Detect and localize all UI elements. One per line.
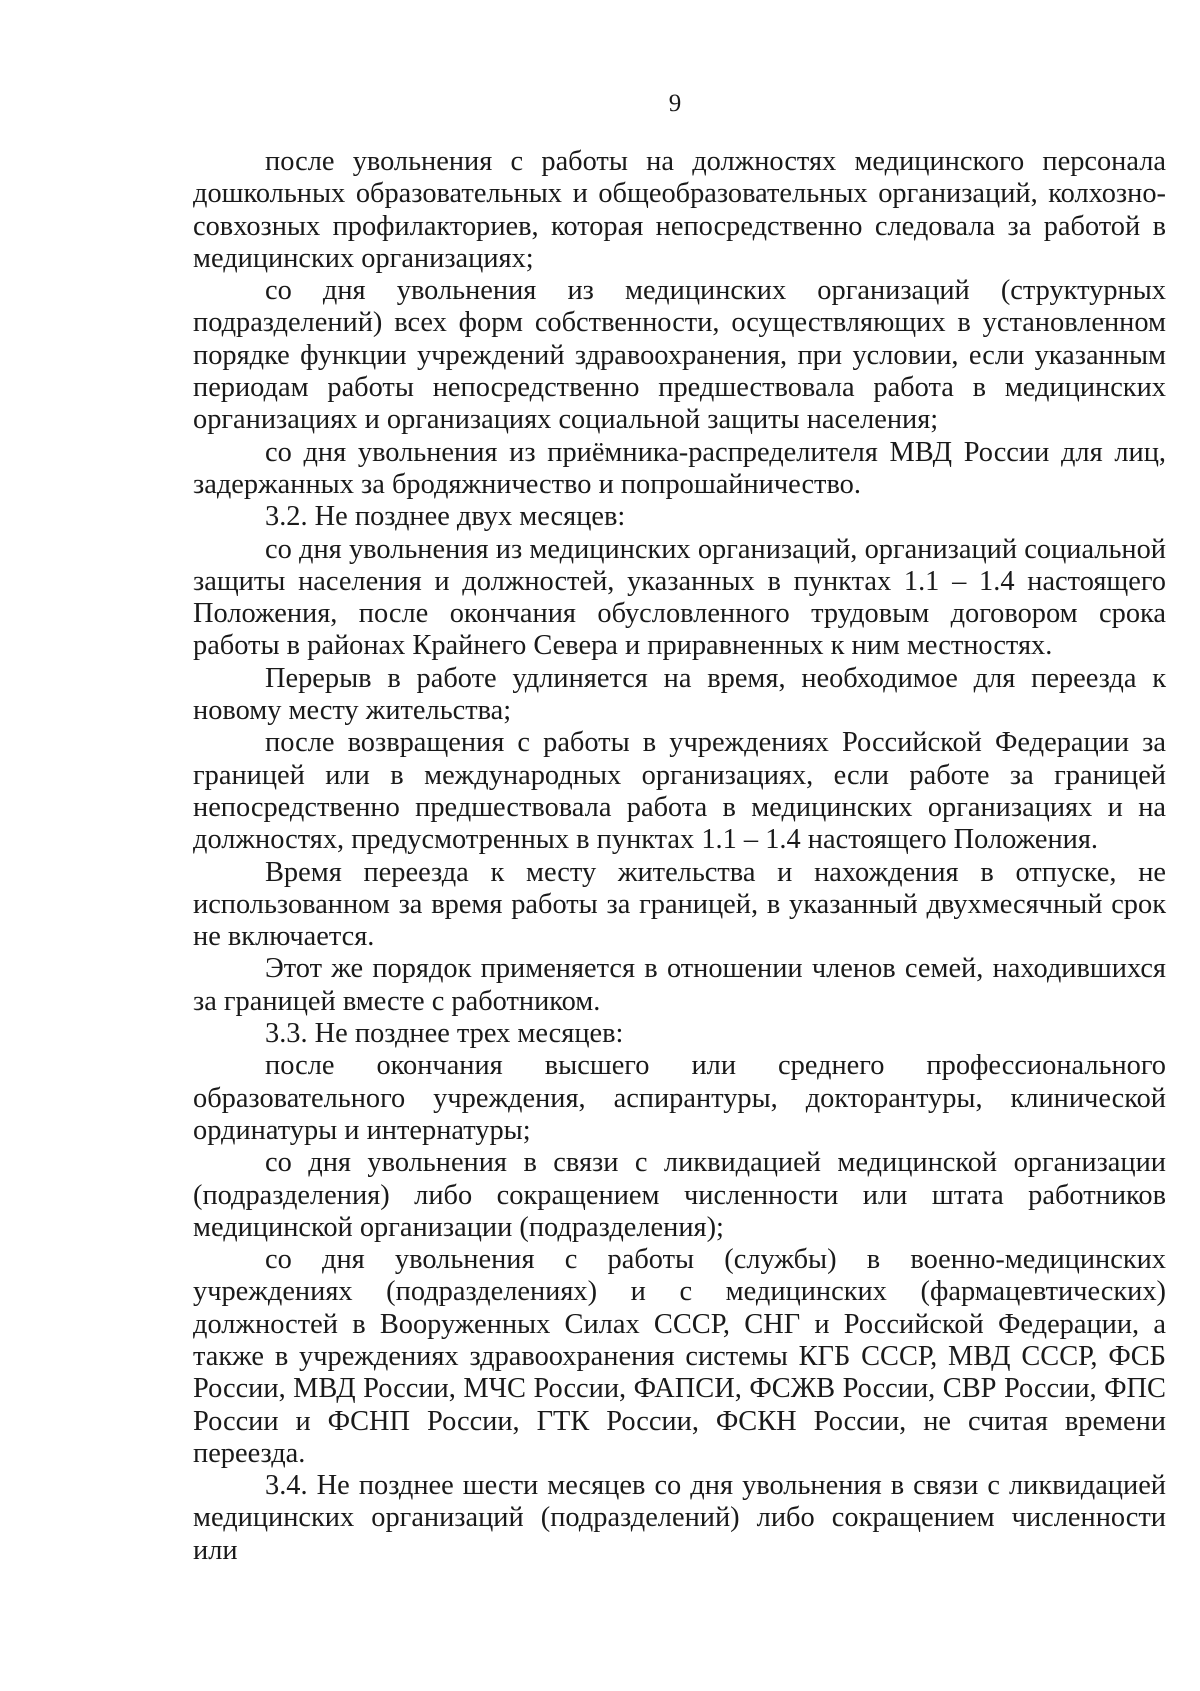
paragraph: со дня увольнения из медицинских организаций, организаций социальной защиты населения и должностей, указанных в пунктах 1.1 – 1.4 настоящего Положения, после окончания обусловленного трудовым договором срока работы в районах Крайнего Севера и приравненных к ним местностях. <box>193 533 1166 662</box>
paragraph: Перерыв в работе удлиняется на время, необходимое для переезда к новому месту жительства; <box>193 662 1166 727</box>
paragraph: после увольнения с работы на должностях медицинского персонала дошкольных образовательных и общеобразовательных организаций, колхозно-совхозных профилакториев, которая непосредственно следовала за работой в медицинских организациях; <box>193 146 1166 274</box>
paragraph: после возвращения с работы в учреждениях Российской Федерации за границей или в международных организациях, если работе за границей непосредственно предшествовала работа в медицинских организациях и на должностях, предусмотренных в пунктах 1.1 – 1.4 настоящего Положения. <box>193 727 1166 856</box>
paragraph: со дня увольнения из приёмника-распределителя МВД России для лиц, задержанных за бродяжничество и попрошайничество. <box>193 436 1166 500</box>
document-body <box>193 146 1166 1567</box>
section-paragraph-3-4: 3.4. Не позднее шести месяцев со дня увольнения в связи с ликвидацией медицинских организаций (подразделений) либо сокращением численности или <box>193 1470 1166 1566</box>
section-heading-3-2: 3.2. Не позднее двух месяцев: <box>265 501 626 533</box>
paragraph: со дня увольнения в связи с ликвидацией медицинской организации (подразделения) либо сокращением численности или штата работников медицинской организации (подразделения); <box>193 1147 1166 1243</box>
paragraph: Время переезда к месту жительства и нахождения в отпуске, не использованном за время работы за границей, в указанный двухмесячный срок не включается. <box>193 856 1166 953</box>
page-number: 9 <box>668 90 682 117</box>
section-heading-3-3: 3.3. Не позднее трех месяцев: <box>265 1018 624 1050</box>
paragraph: со дня увольнения из медицинских организаций (структурных подразделений) всех форм собственности, осуществляющих в установленном порядке функции учреждений здравоохранения, при условии, если указанным периодам работы непосредственно предшествовала работа в медицинских организациях и организациях социальной защиты населения; <box>193 275 1166 436</box>
paragraph: после окончания высшего или среднего профессионального образовательного учреждения, аспирантуры, докторантуры, клинической ординатуры и интернатуры; <box>193 1050 1166 1146</box>
paragraph: Этот же порядок применяется в отношении членов семей, находившихся за границей вместе с работником. <box>193 953 1166 1017</box>
paragraph: со дня увольнения с работы (службы) в военно-медицинских учреждениях (подразделениях) и с медицинских (фармацевтических) должностей в Вооруженных Силах СССР, СНГ и Российской Федерации, а также в учреждениях здравоохранения системы КГБ СССР, МВД СССР, ФСБ России, МВД России, МЧС России, ФАПСИ, ФСЖВ России, СВР России, ФПС России и ФСНП России, ГТК России, ФСКН России, не считая времени переезда. <box>193 1244 1166 1469</box>
